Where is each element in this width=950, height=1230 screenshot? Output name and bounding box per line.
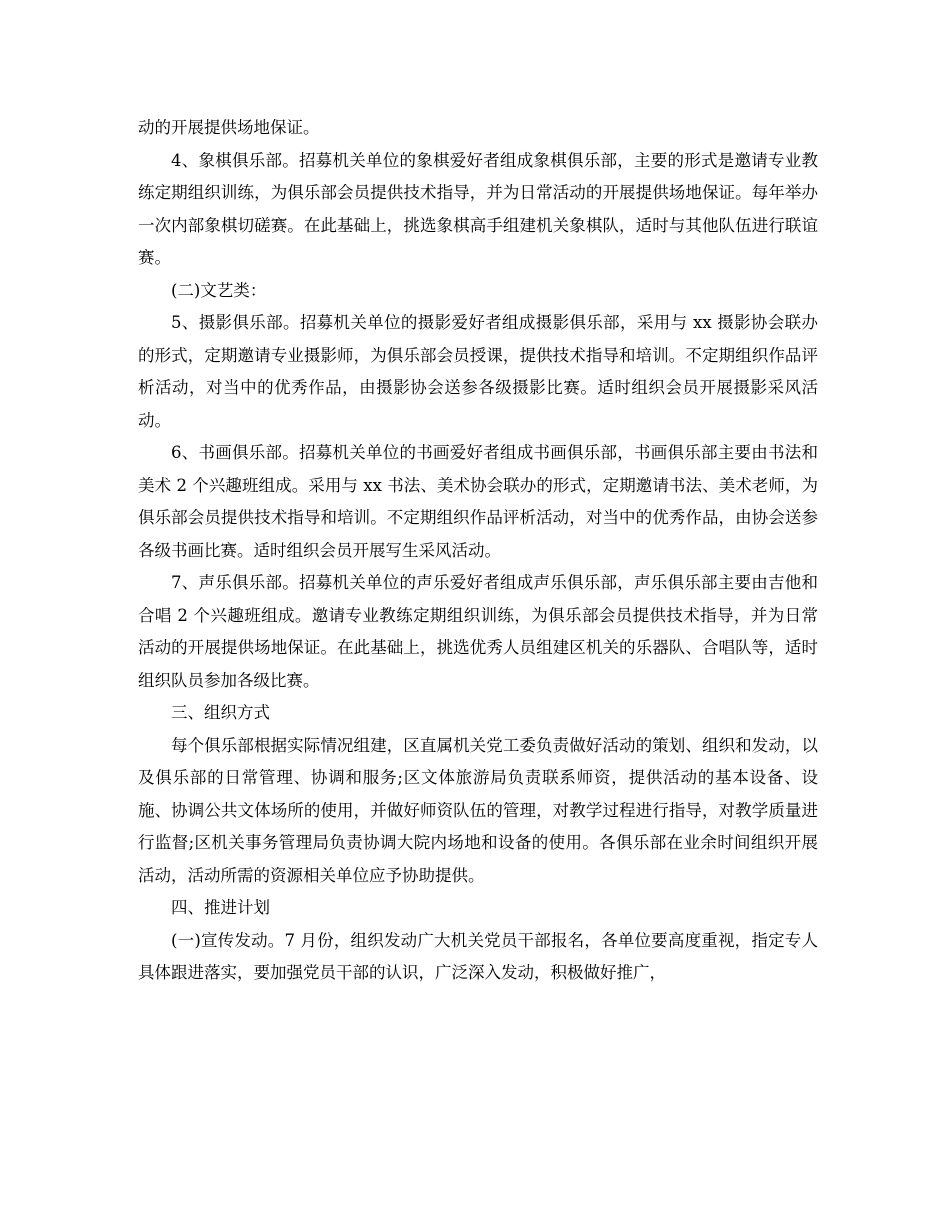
paragraph-organization: 每个俱乐部根据实际情况组建，区直属机关党工委负责做好活动的策划、组织和发动，以及俱乐部的日常管理、协调和服务;区文体旅游局负责联系师资，提供活动的基本设备、设施、协调公共文体场所的使用，并做好师资队伍的管理，对教学过程进行指导，对教学质量进行监督;区机关事务管理局负责协调大院内场地和设备的使用。各俱乐部在业余时间组织开展活动，活动所需的资源相关单位应予协助提供。 bbox=[138, 735, 818, 885]
paragraph-calligraphy-club: 6、书画俱乐部。招募机关单位的书画爱好者组成书画俱乐部，书画俱乐部主要由书法和美术 2 个兴趣班组成。采用与 xx 书法、美术协会联办的形式，定期邀请书法、美术老师，为俱乐部会员提供技术指导和培训。不定期组织作品评析活动，对当中的优秀作品，由协会送参各级书画比赛。适时组织会员开展写生采风活动。 bbox=[138, 443, 818, 560]
paragraph-chess-club: 4、象棋俱乐部。招募机关单位的象棋爱好者组成象棋俱乐部，主要的形式是邀请专业教练定期组织训练，为俱乐部会员提供技术指导，并为日常活动的开展提供场地保证。每年举办一次内部象棋切磋赛。在此基础上，挑选象棋高手组建机关象棋队，适时与其他队伍进行联谊赛。 bbox=[138, 150, 818, 267]
section-heading-arts: (二)文艺类： bbox=[171, 280, 267, 300]
section-heading-organization: 三、组织方式 bbox=[171, 703, 270, 722]
paragraph-vocal-club: 7、声乐俱乐部。招募机关单位的声乐爱好者组成声乐俱乐部，声乐俱乐部主要由吉他和合唱 2 个兴趣班组成。邀请专业教练定期组织训练，为俱乐部会员提供技术指导，并为日常活动的开展提供场地保证。在此基础上，挑选优秀人员组建区机关的乐器队、合唱队等，适时组织队员参加各级比赛。 bbox=[138, 573, 818, 690]
document-page bbox=[138, 112, 818, 990]
paragraph-publicity: (一)宣传发动。7 月份，组织发动广大机关党员干部报名，各单位要高度重视，指定专人具体跟进落实，要加强党员干部的认识，广泛深入发动，积极做好推广， bbox=[138, 930, 818, 982]
paragraph-continuation: 动的开展提供场地保证。 bbox=[138, 118, 320, 137]
section-heading-plan: 四、推进计划 bbox=[171, 898, 270, 917]
paragraph-photography-club: 5、摄影俱乐部。招募机关单位的摄影爱好者组成摄影俱乐部，采用与 xx 摄影协会联办的形式，定期邀请专业摄影师，为俱乐部会员授课，提供技术指导和培训。不定期组织作品评析活动，对当中的优秀作品，由摄影协会送参各级摄影比赛。适时组织会员开展摄影采风活动。 bbox=[138, 313, 818, 430]
